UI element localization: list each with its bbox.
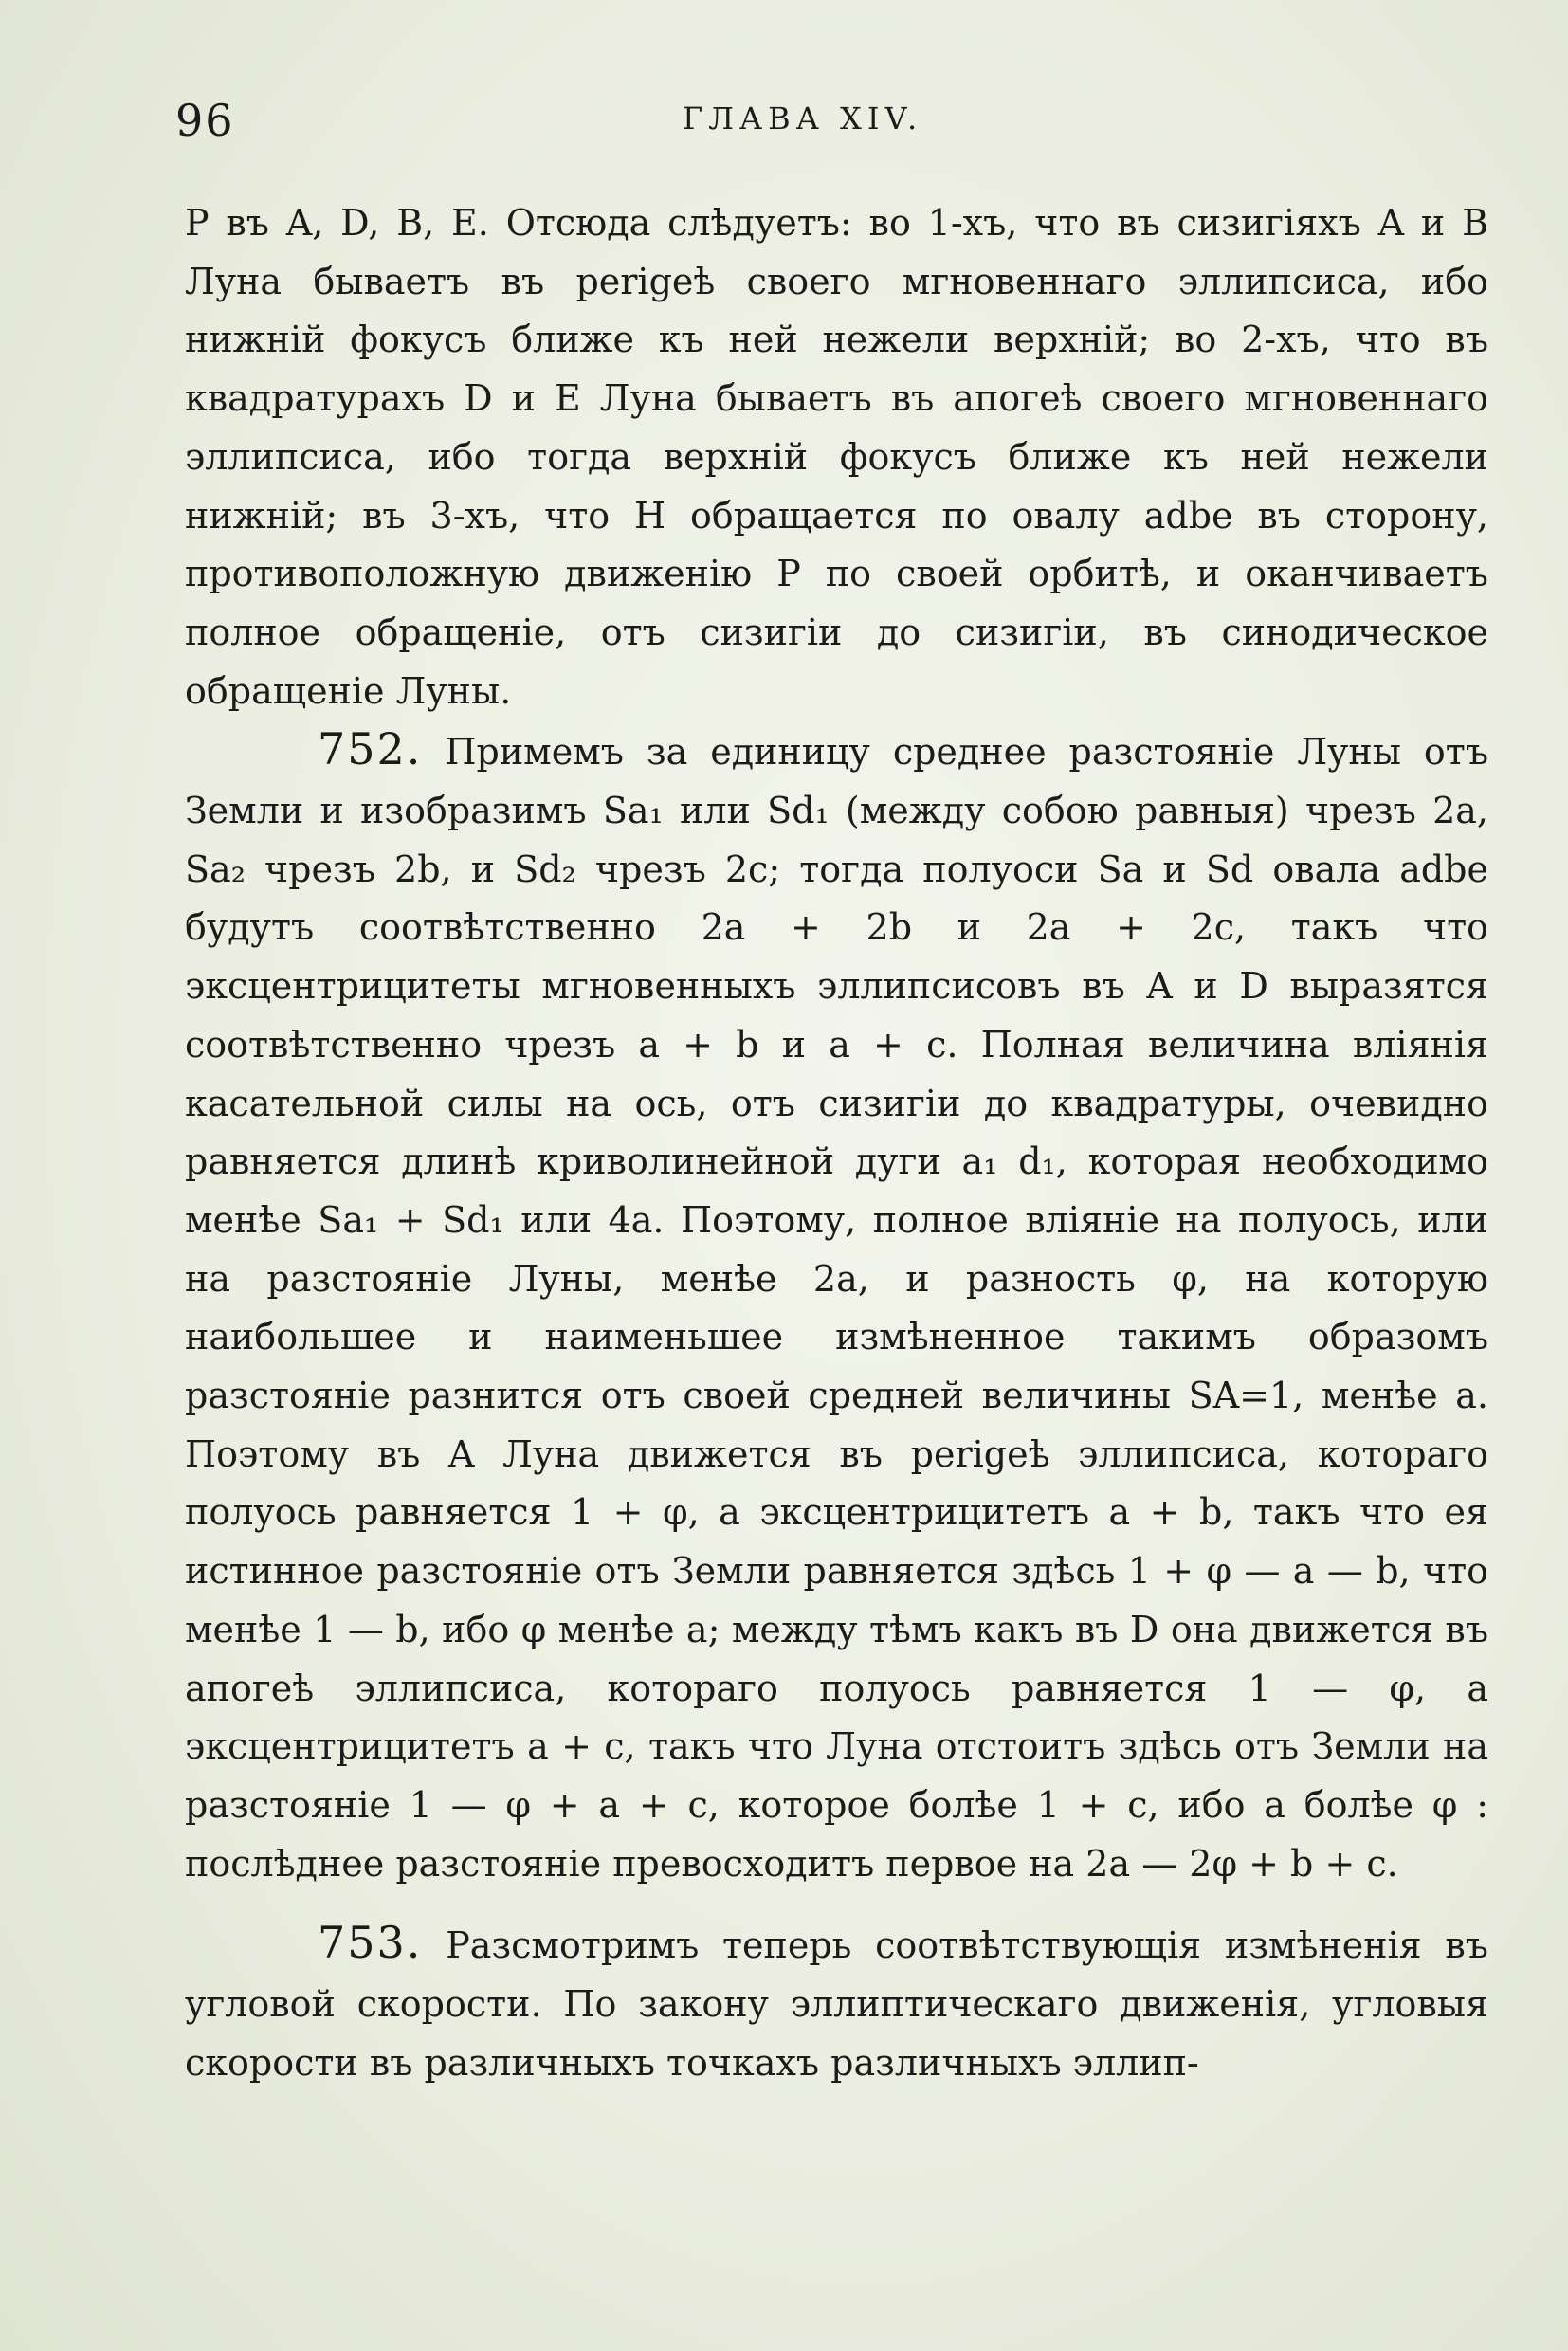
paragraph-753: [185, 1914, 1488, 2092]
section-number: 753.: [318, 1917, 423, 1969]
body-text: [185, 194, 1488, 2093]
page-header: [175, 95, 1408, 161]
paragraph-text: Примемъ за единицу среднее разстояніе Луны отъ Земли и изобразимъ Sa₁ или Sd₁ (между собою равныя) чрезъ 2a, Sa₂ чрезъ 2b, и Sd₂ чрезъ 2c; тогда полуоси Sa и Sd овала adbe будутъ соотвѣтственно 2a + 2b и 2a + 2c, такъ что эксцентрицитеты мгновенныхъ эллипсисовъ въ A и D выразятся соотвѣтственно чрезъ a + b и a + c. Полная величина вліянія касательной силы на ось, отъ сизигіи до квадратуры, очевидно равняется длинѣ криволинейной дуги a₁ d₁, которая необходимо менѣе Sa₁ + Sd₁ или 4a. Поэтому, полное вліяніе на полуось, или на разстояніе Луны, менѣе 2a, и разность φ, на которую наибольшее и наименьшее измѣненное такимъ образомъ разстояніе разнится отъ своей средней величины SA=1, менѣе a. Поэтому въ A Луна движется въ perigeѣ эллипсиса, котораго полуось равняется 1 + φ, а эксцентрицитетъ a + b, такъ что ея истинное разстояніе отъ Земли равняется здѣсь 1 + φ — a — b, что менѣе 1 — b, ибо φ менѣе a; между тѣмъ какъ въ D она движется въ апогеѣ эллипсиса, котораго полуось равняется 1 — φ, а эксцентрицитетъ a + c, такъ что Луна отстоитъ здѣсь отъ Земли на разстояніе 1 — φ + a + c, которое болѣе 1 + c, ибо a болѣе φ : послѣднее разстояніе превосходитъ первое на 2a — 2φ + b + c.: [185, 731, 1488, 1885]
running-head: ГЛАВА XIV.: [683, 100, 923, 137]
paragraph-text: Разсмотримъ теперь соотвѣтствующія измѣненія въ угловой скорости. По закону эллиптическаго движенія, угловыя скорости въ различныхъ точкахъ различныхъ эллип-: [185, 1924, 1488, 2084]
paragraph-752: [185, 720, 1488, 1893]
paragraph-text: P въ A, D, B, E. Отсюда слѣдуетъ: во 1-хъ, что въ сизигіяхъ A и B Луна бываетъ въ perigeѣ своего мгновеннаго эллипсиса, ибо нижній фокусъ ближе къ ней нежели верхній; во 2-хъ, что въ квадратурахъ D и E Луна бываетъ въ апогеѣ своего мгновеннаго эллипсиса, ибо тогда верхній фокусъ ближе къ ней нежели нижній; въ 3-хъ, что H обращается по овалу adbe въ сторону, противоположную движенію P по своей орбитѣ, и оканчиваетъ полное обращеніе, отъ сизигіи до сизигіи, въ синодическое обращеніе Луны.: [185, 202, 1488, 712]
section-number: 752.: [318, 723, 423, 775]
page-number: 96: [175, 95, 235, 146]
paragraph-continuation: [185, 194, 1488, 720]
